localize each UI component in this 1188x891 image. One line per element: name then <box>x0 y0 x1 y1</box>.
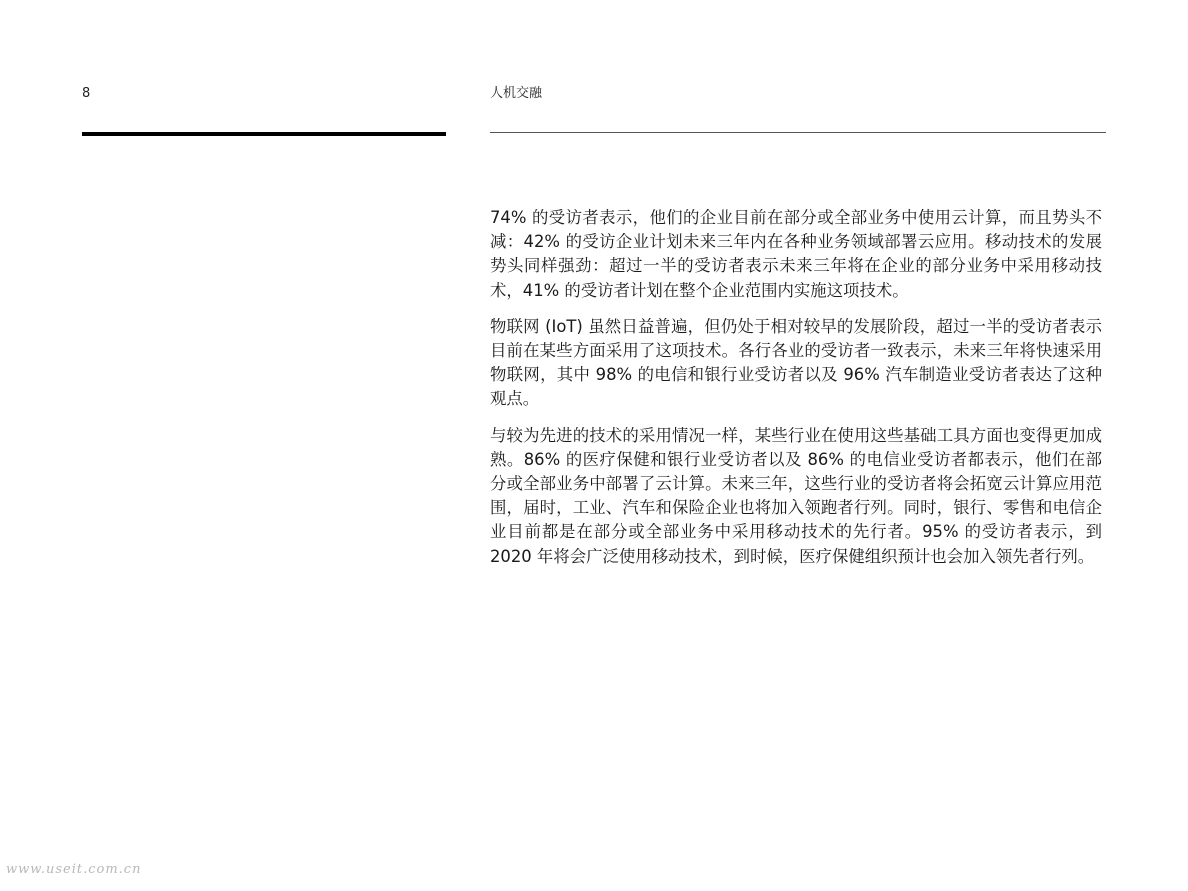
paragraph-industry-adoption: 与较为先进的技术的采用情况一样，某些行业在使用这些基础工具方面也变得更加成熟。86% 的医疗保健和银行业受访者以及 86% 的电信业受访者都表示，他们在部分或全部业务中部署了云计算。未来三年，这些行业的受访者将会拓宽云计算应用范围，届时，工业、汽车和保险企业也将加入领跑者行列。同时，银行、零售和电信企业目前都是在部分或全部业务中采用移动技术的先行者。95% 的受访者表示，到 2020 年将会广泛使用移动技术，到时候，医疗保健组织预计也会加入领先者行列。 <box>490 425 1102 566</box>
body-text-column <box>490 206 1102 581</box>
right-divider-rule <box>490 132 1106 133</box>
page-number: 8 <box>82 86 91 101</box>
section-title: 人机交融 <box>490 86 543 101</box>
paragraph-iot: 物联网 (IoT) 虽然日益普遍，但仍处于相对较早的发展阶段，超过一半的受访者表示目前在某些方面采用了这项技术。各行各业的受访者一致表示，未来三年将快速采用物联网，其中 98% 的电信和银行业受访者以及 96% 汽车制造业受访者表达了这种观点。 <box>490 316 1102 409</box>
left-divider-rule <box>82 132 446 136</box>
paragraph-cloud-mobile: 74% 的受访者表示，他们的企业目前在部分或全部业务中使用云计算，而且势头不减：42% 的受访企业计划未来三年内在各种业务领域部署云应用。移动技术的发展势头同样强劲：超过一半的受访者表示未来三年将在企业的部分业务中采用移动技术，41% 的受访者计划在整个企业范围内实施这项技术。 <box>490 208 1102 300</box>
watermark: www.useit.com.cn <box>6 862 142 877</box>
